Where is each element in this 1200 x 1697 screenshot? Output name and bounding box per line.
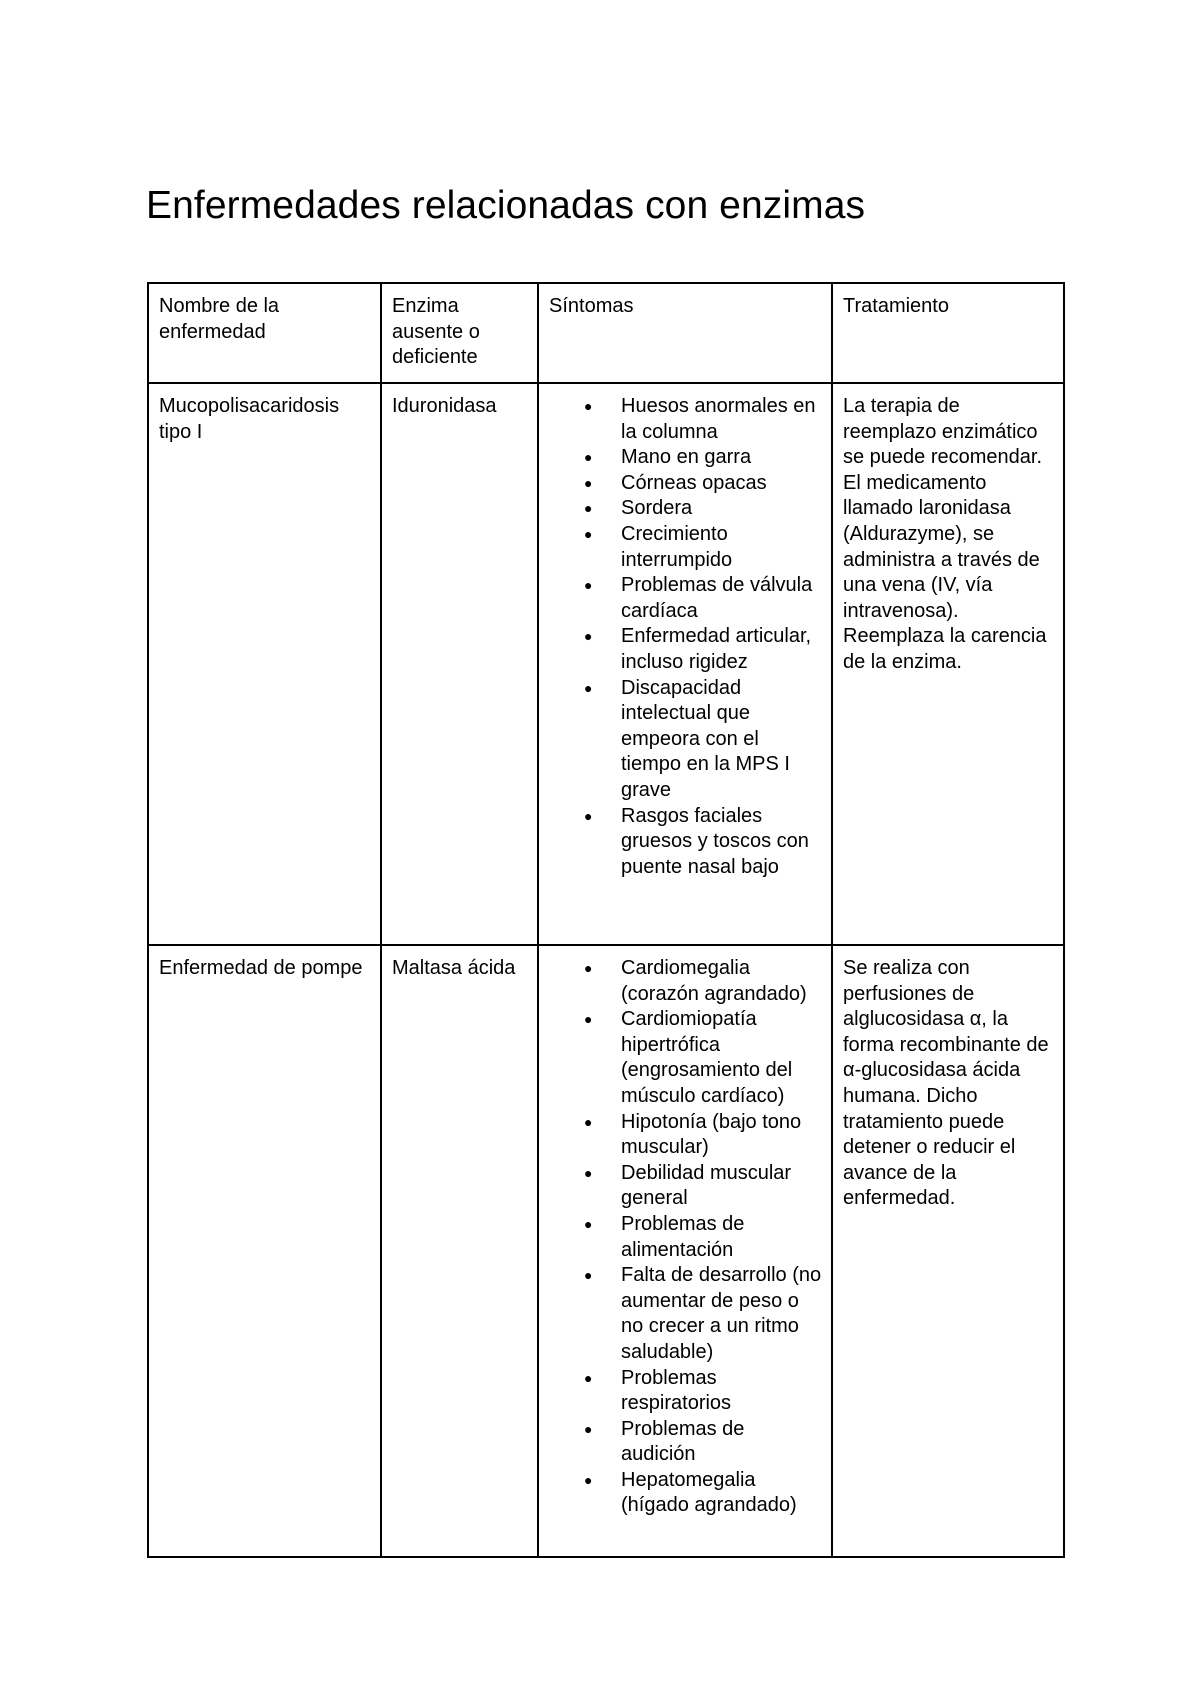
enzyme-cell: Iduronidasa: [381, 383, 538, 945]
document-title: Enfermedades relacionadas con enzimas: [146, 184, 866, 227]
symptom-item: ● Enfermedad articular, incluso rigidez: [621, 624, 822, 675]
diseases-table: [147, 282, 1065, 1558]
symptom-item: ● Cardiomiopatía hipertrófica (engrosamiento del músculo cardíaco): [621, 1007, 822, 1109]
symptom-item: ● Hipotonía (bajo tono muscular): [621, 1110, 822, 1161]
symptom-item: ● Mano en garra: [621, 445, 822, 471]
disease-name-cell: Mucopolisacaridosis tipo I: [148, 383, 381, 945]
header-treatment: Tratamiento: [832, 283, 1064, 383]
symptom-item: ● Debilidad muscular general: [621, 1161, 822, 1212]
symptom-item: ● Hepatomegalia (hígado agrandado): [621, 1468, 822, 1519]
symptom-item: ● Problemas de alimentación: [621, 1212, 822, 1263]
symptom-item: ● Problemas respiratorios: [621, 1366, 822, 1417]
symptom-item: ● Falta de desarrollo (no aumentar de peso o no crecer a un ritmo saludable): [621, 1263, 822, 1365]
symptom-item: ● Crecimiento interrumpido: [621, 522, 822, 573]
table-row: [148, 383, 1064, 945]
symptoms-cell: [538, 945, 832, 1557]
symptom-item: ● Huesos anormales en la columna: [621, 394, 822, 445]
table-header-row: [148, 283, 1064, 383]
treatment-cell: La terapia de reemplazo enzimático se puede recomendar. El medicamento llamado laronidasa (Aldurazyme), se administra a través de una vena (IV, vía intravenosa). Reemplaza la carencia de la enzima.: [832, 383, 1064, 945]
symptom-item: ● Problemas de válvula cardíaca: [621, 573, 822, 624]
enzyme-cell: Maltasa ácida: [381, 945, 538, 1557]
header-enzyme: Enzima ausente o deficiente: [381, 283, 538, 383]
symptoms-list: [549, 394, 822, 880]
header-symptoms: Síntomas: [538, 283, 832, 383]
symptom-item: ● Córneas opacas: [621, 471, 822, 497]
symptom-item: ● Discapacidad intelectual que empeora con el tiempo en la MPS I grave: [621, 676, 822, 804]
table-row: [148, 945, 1064, 1557]
symptom-item: ● Cardiomegalia (corazón agrandado): [621, 956, 822, 1007]
symptom-item: ● Rasgos faciales gruesos y toscos con puente nasal bajo: [621, 804, 822, 881]
treatment-cell: Se realiza con perfusiones de alglucosidasa α, la forma recombinante de α-glucosidasa ácida humana. Dicho tratamiento puede detener o reducir el avance de la enfermedad.: [832, 945, 1064, 1557]
symptom-item: ● Sordera: [621, 496, 822, 522]
symptoms-list: [549, 956, 822, 1519]
symptom-item: ● Problemas de audición: [621, 1417, 822, 1468]
symptoms-cell: [538, 383, 832, 945]
header-disease-name: Nombre de la enfermedad: [148, 283, 381, 383]
disease-name-cell: Enfermedad de pompe: [148, 945, 381, 1557]
